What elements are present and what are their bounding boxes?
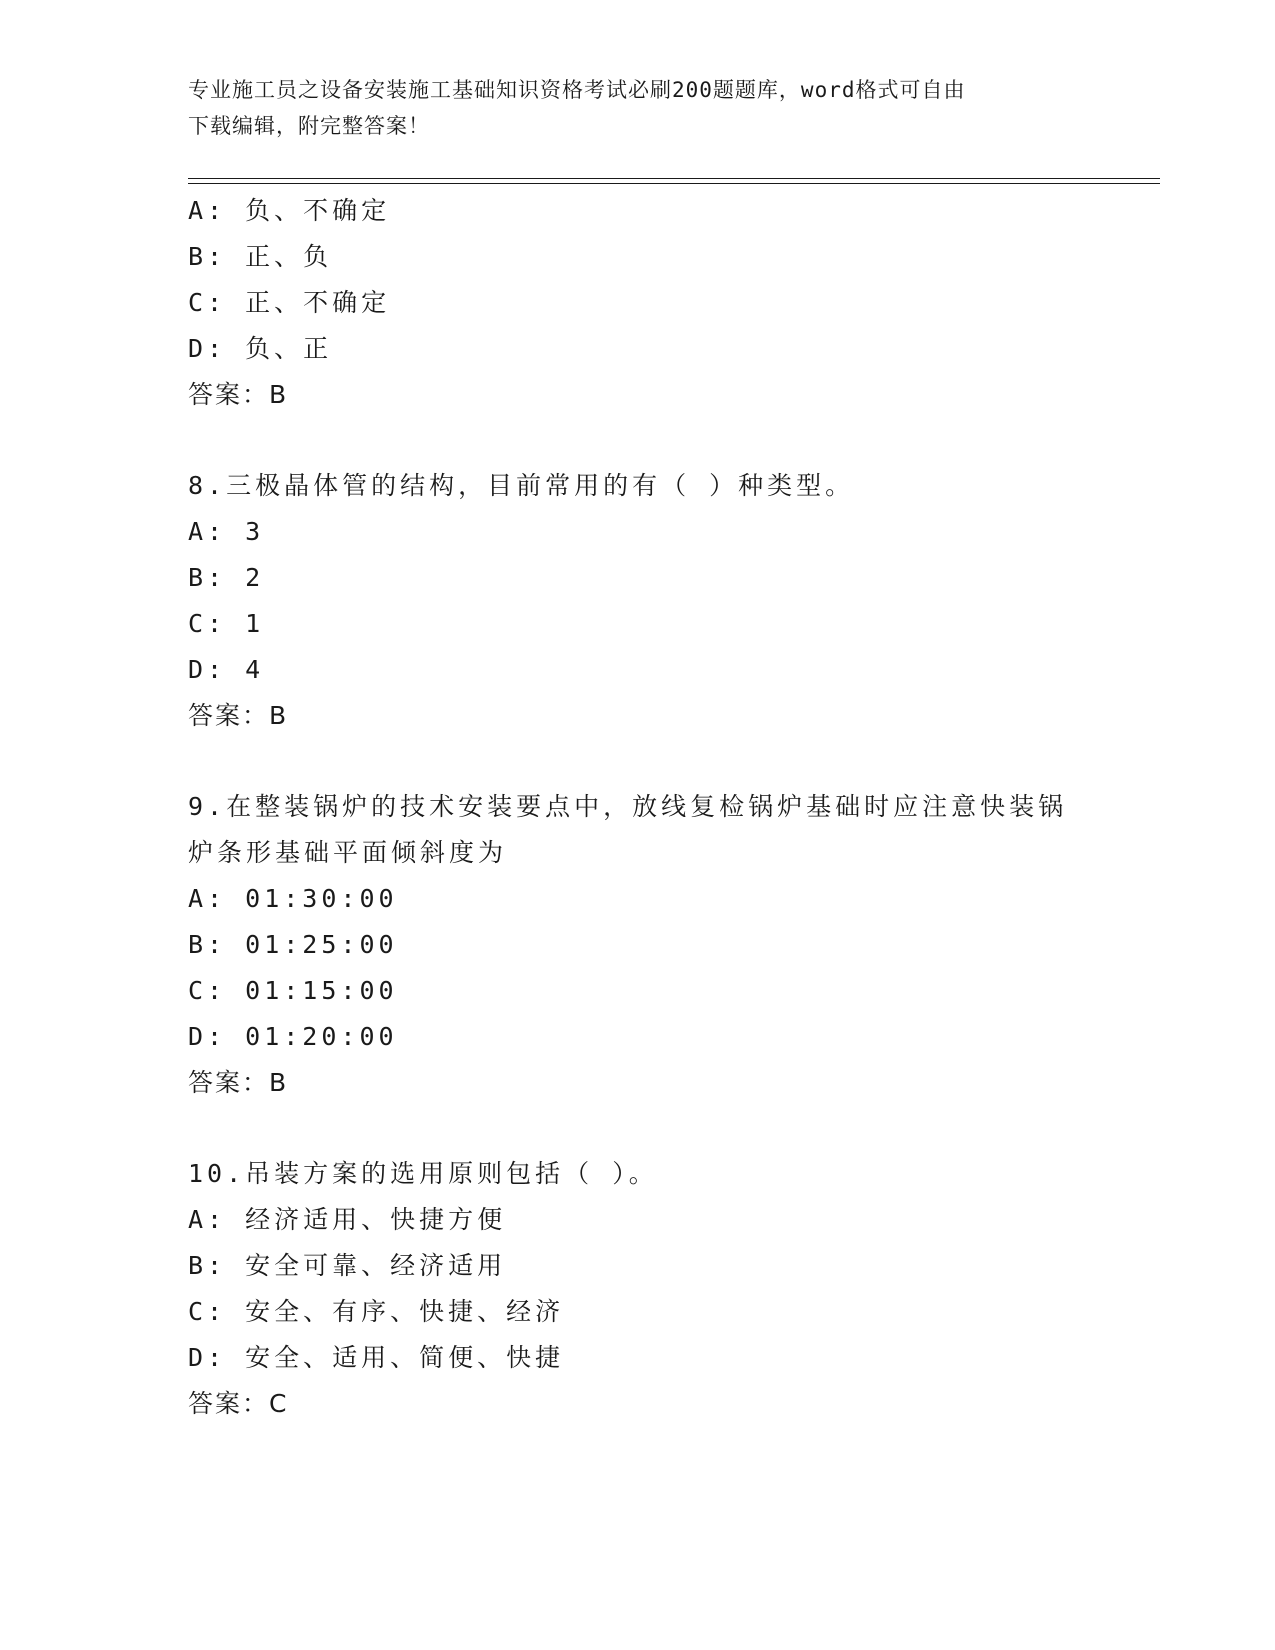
question-7-answer: 答案：B <box>188 380 289 409</box>
question-10 <box>188 1151 1088 1427</box>
question-8-option-c: C: 1 <box>188 609 265 638</box>
question-9 <box>188 784 1088 1106</box>
header-divider-top <box>188 178 1160 179</box>
question-list <box>188 188 1088 1427</box>
question-9-option-b: B: 01:25:00 <box>188 930 398 959</box>
question-7 <box>188 188 1088 418</box>
question-8-text: 8.三极晶体管的结构，目前常用的有（ ）种类型。 <box>188 471 855 500</box>
question-spacer <box>188 1106 1088 1151</box>
question-10-option-a: A: 经济适用、快捷方便 <box>188 1205 507 1234</box>
document-header <box>188 72 1088 144</box>
header-divider-bottom <box>188 183 1160 184</box>
question-10-option-b: B: 安全可靠、经济适用 <box>188 1251 507 1280</box>
header-title-line-2: 下载编辑，附完整答案！ <box>188 114 430 138</box>
question-8-option-d: D: 4 <box>188 655 265 684</box>
question-10-option-c: C: 安全、有序、快捷、经济 <box>188 1297 565 1326</box>
header-title-line-1: 专业施工员之设备安装施工基础知识资格考试必刷200题题库，word格式可自由 <box>188 78 966 102</box>
question-9-text-line-1: 9.在整装锅炉的技术安装要点中，放线复检锅炉基础时应注意快装锅 <box>188 792 1068 821</box>
question-8 <box>188 463 1088 739</box>
question-8-option-b: B: 2 <box>188 563 265 592</box>
question-10-answer: 答案：C <box>188 1389 289 1418</box>
question-8-option-a: A: 3 <box>188 517 265 546</box>
question-8-answer: 答案：B <box>188 701 289 730</box>
question-9-option-d: D: 01:20:00 <box>188 1022 398 1051</box>
question-7-option-b: B: 正、负 <box>188 242 333 271</box>
question-spacer <box>188 739 1088 784</box>
question-10-text: 10.吊装方案的选用原则包括（ ）。 <box>188 1159 658 1188</box>
question-9-text-line-2: 炉条形基础平面倾斜度为 <box>188 838 508 867</box>
question-9-answer: 答案：B <box>188 1068 289 1097</box>
question-spacer <box>188 418 1088 463</box>
question-9-option-c: C: 01:15:00 <box>188 976 398 1005</box>
question-7-option-c: C: 正、不确定 <box>188 288 391 317</box>
question-7-option-d: D: 负、正 <box>188 334 333 363</box>
question-9-option-a: A: 01:30:00 <box>188 884 398 913</box>
question-10-option-d: D: 安全、适用、简便、快捷 <box>188 1343 565 1372</box>
question-7-option-a: A: 负、不确定 <box>188 196 391 225</box>
